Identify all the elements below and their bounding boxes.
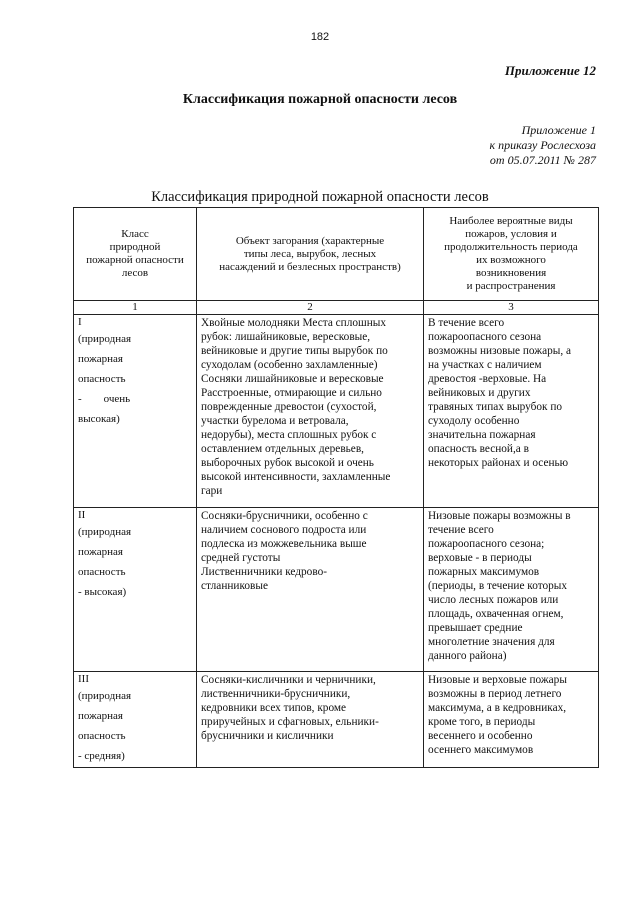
class-line: пожарная	[78, 710, 123, 722]
header-class: Класс природной пожарной опасности лесов	[74, 208, 197, 301]
class-line: (природная	[78, 690, 132, 702]
header-fires: Наиболее вероятные виды пожаров, условия и продолжительность периода их возможного возникновения и распространения	[424, 208, 599, 301]
header-object: Объект загорания (характерные типы леса, вырубок, лесных насаждений и безлесных пространств)	[197, 208, 424, 301]
class-cell	[74, 672, 197, 768]
order-reference-line: к приказу Рослесхоза	[489, 138, 596, 152]
class-line: пожарная	[78, 546, 123, 558]
class-line: - очень	[78, 393, 131, 405]
table-row	[74, 672, 599, 768]
document-title: Классификация пожарной опасности лесов	[182, 92, 458, 107]
object-cell: Сосняки-кисличники и черничники, лиственничники-брусничники, кедровники всех типов, кроме приручейных и сфагновых, ельники- брусничники и кисличники	[197, 672, 424, 768]
class-line: (природная	[78, 333, 132, 345]
fires-cell: Низовые и верховые пожары возможны в период летнего максимума, а в кедровниках, кроме того, в периоды весеннего и особенно осеннего максимумов	[424, 672, 599, 768]
class-cell	[74, 315, 197, 508]
class-line: опасность	[78, 373, 126, 385]
classification-table	[73, 207, 599, 768]
class-line: - средняя)	[78, 750, 125, 762]
header-row	[74, 208, 599, 301]
column-number: 3	[424, 301, 599, 315]
order-reference-line: Приложение 1	[521, 123, 596, 137]
object-cell: Сосняки-брусничники, особенно с наличием соснового подроста или подлеска из можжевельника выше средней густоты Лиственничники кедрово- стланниковые	[197, 508, 424, 672]
object-cell: Хвойные молодняки Места сплошных рубок: лишайниковые, вересковые, вейниковые и другие типы вырубок по суходолам (особенно захламленные) Сосняки лишайниковые и вересковые Расстроенные, отмирающие и сильно поврежденные древостои (сухостой, участки бурелома и ветровала, недорубы), места сплошных рубок с оставлением отдельных деревьев, выборочных рубок высокой и очень высокой интенсивности, захламленные гари	[197, 315, 424, 508]
class-roman: III	[78, 673, 89, 685]
class-line: опасность	[78, 566, 126, 578]
class-line: - высокая)	[78, 586, 127, 598]
column-number: 1	[74, 301, 197, 315]
fires-cell: В течение всего пожароопасного сезона возможны низовые пожары, а на участках с наличием древостоя -верховые. На вейниковых и других травяных типах вырубок по суходолу особенно значительна пожарная опасность весной,а в некоторых районах и осенью	[424, 315, 599, 508]
class-line: высокая)	[78, 413, 120, 425]
appendix-label: Приложение 12	[504, 63, 596, 78]
order-reference-line: от 05.07.2011 № 287	[489, 153, 596, 167]
class-line: (природная	[78, 526, 132, 538]
class-roman: I	[78, 316, 82, 328]
page-number: 182	[310, 31, 330, 43]
column-number-row	[74, 301, 599, 315]
order-reference	[490, 123, 597, 168]
class-cell	[74, 508, 197, 672]
table-row	[74, 508, 599, 672]
table-title: Классификация природной пожарной опасности лесов	[151, 189, 489, 205]
class-roman: II	[78, 509, 86, 521]
table-row	[74, 315, 599, 508]
column-number: 2	[197, 301, 424, 315]
class-line: опасность	[78, 730, 126, 742]
fires-cell: Низовые пожары возможны в течение всего пожароопасного сезона; верховые - в периоды пожарных максимумов (периоды, в течение которых число лесных пожаров или площадь, охваченная огнем, превышает средние многолетние значения для данного района)	[424, 508, 599, 672]
class-line: пожарная	[78, 353, 123, 365]
